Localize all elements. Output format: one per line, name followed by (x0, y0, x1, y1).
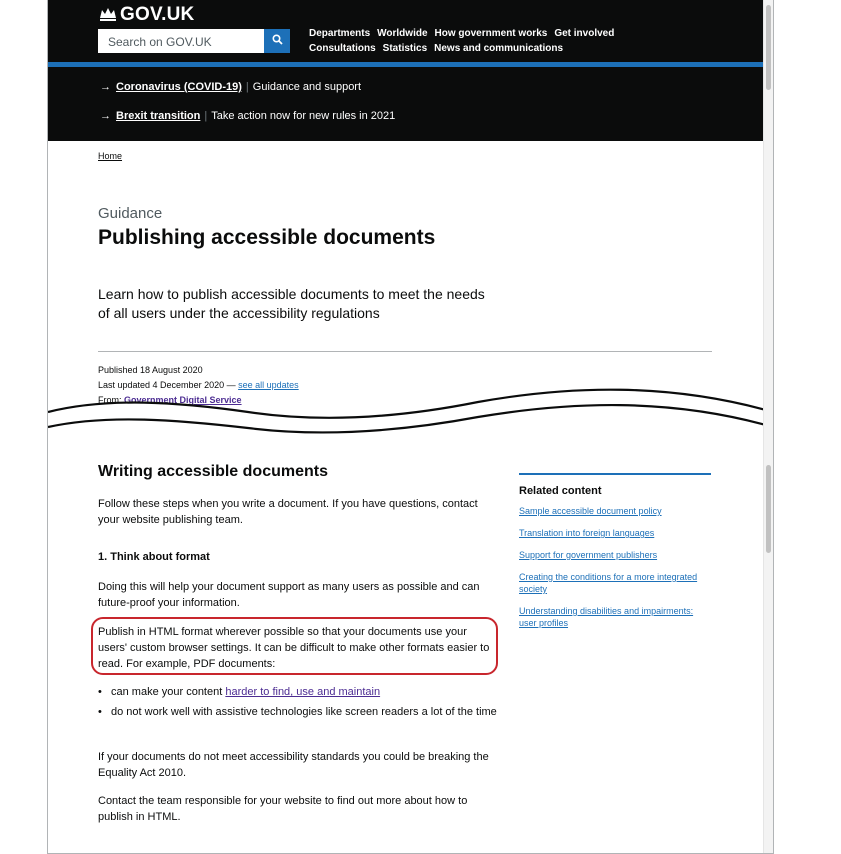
paragraph-html-format: Publish in HTML format wherever possible so that your documents use your users' custom browser settings. It can be difficult to make other formats easier to read. For example, PDF documents: (98, 626, 490, 670)
banner-item-covid (100, 81, 361, 93)
step-heading: 1. Think about format (98, 551, 210, 563)
from-org-link[interactable]: Government Digital Service (124, 395, 242, 405)
divider (98, 351, 712, 352)
related-link-integrated-society[interactable]: Creating the conditions for a more integrated society (519, 572, 698, 594)
related-link-translation[interactable]: Translation into foreign languages (519, 528, 655, 538)
scrollbar[interactable] (763, 0, 773, 853)
page-title: Publishing accessible documents (98, 226, 436, 249)
from-label: From: (98, 395, 122, 405)
nav-worldwide[interactable]: Worldwide (377, 28, 428, 39)
search-button[interactable] (264, 29, 290, 53)
page-caption: Guidance (98, 205, 163, 222)
related-content (519, 473, 711, 639)
banner-item-brexit (100, 110, 395, 122)
see-all-updates-link[interactable]: see all updates (238, 380, 299, 390)
intro-paragraph: Follow these steps when you write a document. If you have questions, contact your website publishing team. (98, 498, 478, 526)
list-item: • do not work well with assistive technologies like screen readers a lot of the time (98, 704, 508, 720)
browser-frame (47, 0, 774, 854)
scrollbar-thumb[interactable] (766, 465, 771, 553)
banner-separator: | (204, 110, 208, 122)
nav-get-involved[interactable]: Get involved (554, 28, 615, 39)
crown-icon (98, 6, 120, 28)
banner-link-covid[interactable]: Coronavirus (COVID-19) (116, 81, 242, 93)
search-form (98, 29, 290, 53)
section-heading: Writing accessible documents (98, 463, 328, 480)
global-banner (48, 67, 763, 141)
related-heading: Related content (519, 485, 602, 497)
page-lead: Learn how to publish accessible documents to meet the needs of all users under the accessibility regulations (98, 286, 485, 321)
list-item (98, 684, 508, 700)
published-date: Published 18 August 2020 (98, 365, 203, 375)
header-navigation (309, 26, 669, 56)
nav-consultations[interactable]: Consultations (309, 43, 376, 54)
site-header (48, 0, 763, 62)
paragraph-future-proof: Doing this will help your document support as many users as possible and can future-proof your information. (98, 581, 480, 609)
paragraph-contact-team: Contact the team responsible for your website to find out more about how to publish in HTML. (98, 795, 468, 823)
related-link-sample-policy[interactable]: Sample accessible document policy (519, 506, 662, 516)
bullet-text: can make your content (111, 686, 223, 698)
nav-news-and-communications[interactable]: News and communications (434, 43, 564, 54)
logo-text: GOV.UK (120, 4, 195, 25)
arrow-right-icon: → (100, 110, 111, 122)
banner-text-brexit: Take action now for new rules in 2021 (211, 110, 396, 122)
related-link-user-profiles[interactable]: Understanding disabilities and impairments: user profiles (519, 606, 694, 628)
banner-separator: | (245, 81, 249, 93)
nav-statistics[interactable]: Statistics (382, 43, 428, 54)
harder-to-find-link[interactable]: harder to find, use and maintain (225, 686, 381, 698)
search-input[interactable]: Search on GOV.UK (98, 29, 264, 53)
scrollbar-thumb[interactable] (766, 5, 771, 90)
govuk-logo[interactable] (98, 4, 194, 28)
related-link-support-publishers[interactable]: Support for government publishers (519, 550, 658, 560)
paragraph-equality-act: If your documents do not meet accessibility standards you could be breaking the Equality Act 2010. (98, 751, 489, 779)
search-icon (272, 32, 283, 50)
updated-date: Last updated 4 December 2020 — (98, 380, 236, 390)
highlight-outline (91, 617, 498, 675)
bullet-list (98, 684, 508, 724)
nav-departments[interactable]: Departments (309, 28, 371, 39)
banner-link-brexit[interactable]: Brexit transition (116, 110, 201, 122)
breadcrumb-home[interactable]: Home (98, 151, 123, 161)
nav-how-government-works[interactable]: How government works (434, 28, 548, 39)
page-break-wave (48, 372, 773, 447)
arrow-right-icon: → (100, 81, 111, 93)
banner-text-covid: Guidance and support (252, 81, 362, 93)
